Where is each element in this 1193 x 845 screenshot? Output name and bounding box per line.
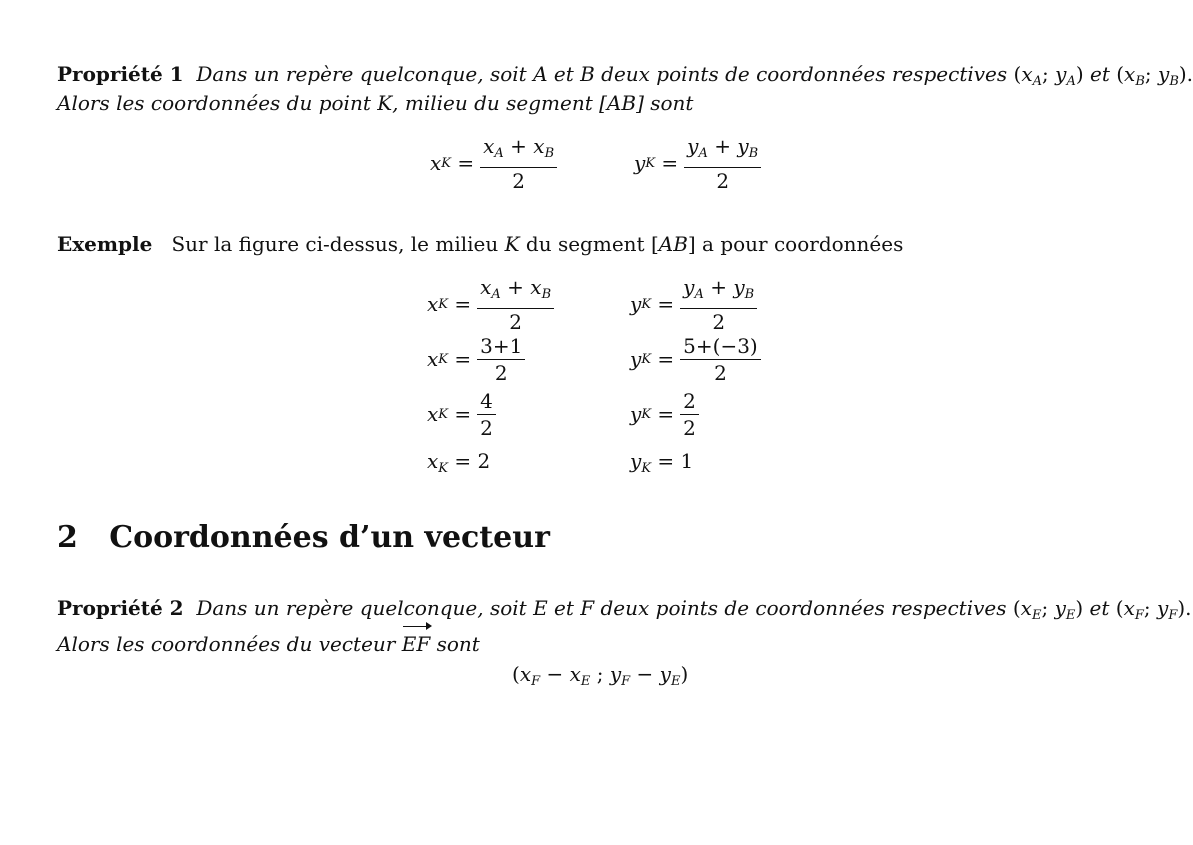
coord-b: ($x_B$; $y_B$). xyxy=(1116,62,1193,89)
vector-coordinates: ($x_F - x_E$ ; $y_F - y_E$) xyxy=(512,662,689,689)
coord-a: ($x_A$; $y_A$) xyxy=(1013,62,1084,89)
ex-row2-x: x K = $\frac{3+1}{2}$ xyxy=(427,331,525,387)
section-2-heading xyxy=(57,520,550,555)
propriete-2-line2: Alors les coordonnées du vecteur EF sont xyxy=(57,632,480,656)
ex-row4-y: $y_K = 1$ xyxy=(630,449,694,476)
propriete-1-label: Propriété 1 xyxy=(57,62,184,86)
et-2: et xyxy=(1089,596,1110,620)
ex-row3-x: x K = $\frac{4}{2}$ xyxy=(427,386,496,442)
ex-row2-y: y K = $\frac{5+(-3)}{2}$ xyxy=(630,331,761,387)
section-number: 2 xyxy=(57,520,78,555)
propriete-2-label: Propriété 2 xyxy=(57,596,184,620)
coord-f: ($x_F$; $y_F$). xyxy=(1115,596,1192,623)
et-1: et xyxy=(1090,62,1110,86)
exemple-text: Sur la figure ci-dessus, le milieu K du segment [AB] a pour coordonnées xyxy=(171,232,904,256)
propriete-2 xyxy=(57,596,1192,623)
ex-row3-y: y K = $\frac{2}{2}$ xyxy=(630,386,699,442)
vector-ef: EF xyxy=(401,632,431,656)
exemple xyxy=(57,232,903,256)
ex-row4-x: $x_K = 2$ xyxy=(427,449,491,476)
propriete-1-line2: Alors les coordonnées du point K, milieu du segment [AB] sont xyxy=(57,91,694,115)
propriete-1 xyxy=(57,62,1193,89)
coord-e: ($x_E$; $y_E$) xyxy=(1012,596,1084,623)
formula-xk: x K = $\frac{x_A + x_B}{2}$ xyxy=(430,135,557,191)
ex-row1-y: y K = $\frac{y_A + y_B}{2}$ xyxy=(630,276,757,332)
propriete-2-text: Dans un repère quelconque, soit E et F deux points de coordonnées respectives xyxy=(196,596,1007,620)
propriete-1-text: Dans un repère quelconque, soit A et B deux points de coordonnées respectives xyxy=(196,62,1008,86)
section-title: Coordonnées d’un vecteur xyxy=(109,520,550,555)
exemple-label: Exemple xyxy=(57,232,153,256)
formula-yk: y K = $\frac{y_A + y_B}{2}$ xyxy=(634,135,761,191)
ex-row1-x: x K = $\frac{x_A + x_B}{2}$ xyxy=(427,276,554,332)
